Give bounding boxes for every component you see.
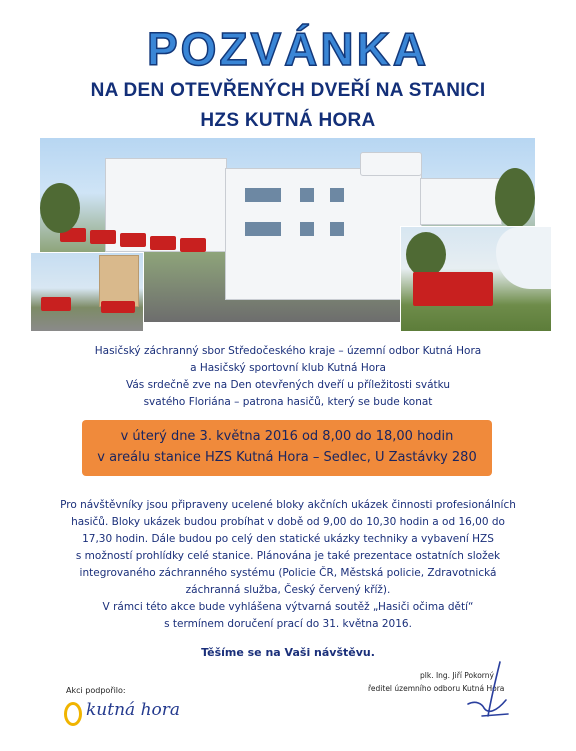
tree — [495, 168, 535, 228]
fire-truck — [120, 233, 146, 247]
window — [300, 222, 314, 236]
signature-icon — [462, 660, 512, 720]
invitation-line: a Hasičský sportovní klub Kutná Hora — [190, 362, 386, 374]
ladder-truck-photo — [30, 252, 144, 332]
signatory-name: plk. Ing. Jiří Pokorný — [420, 671, 494, 680]
tree — [40, 183, 80, 233]
fire-truck — [90, 230, 116, 244]
window — [330, 222, 344, 236]
logo-text: kutná hora — [86, 700, 181, 720]
event-date: v úterý dne 3. května 2016 od 8,00 do 18,00 hodin — [120, 429, 454, 444]
fire-truck — [413, 272, 493, 306]
window — [330, 188, 344, 202]
fire-truck — [101, 301, 135, 313]
program-line: Pro návštěvníky jsou připraveny ucelené bloky akčních ukázek činnosti profesionálních — [60, 499, 516, 511]
invitation-line: Vás srdečně zve na Den otevřených dveří u příležitosti svátku — [125, 379, 451, 391]
signatory-role: ředitel územního odboru Kutná Hora — [368, 684, 505, 693]
program-line: integrovaného záchranného systému (Policie ČR, Městská policie, Zdravotnická — [79, 567, 497, 579]
poster-subtitle-line2: HZS KUTNÁ HORA — [200, 110, 376, 131]
program-text — [30, 497, 546, 633]
invitation-line: Hasičský záchranný sbor Středočeského kraje – územní odbor Kutná Hora — [94, 345, 482, 357]
water-cannon-photo — [400, 226, 552, 332]
event-info-box — [82, 420, 492, 476]
water-spray — [496, 227, 552, 289]
window — [245, 222, 281, 236]
training-tower — [99, 255, 139, 307]
event-place: v areálu stanice HZS Kutná Hora – Sedlec, U Zastávky 280 — [97, 450, 477, 465]
welcome-message: Těšíme se na Vaši návštěvu. — [201, 646, 375, 659]
kutna-hora-logo — [64, 699, 184, 725]
tree — [406, 232, 446, 277]
fire-truck — [150, 236, 176, 250]
window — [245, 188, 281, 202]
program-line: s termínem doručení prací do 31. května 2016. — [164, 618, 412, 630]
fire-truck — [180, 238, 206, 252]
fire-truck — [41, 297, 71, 311]
station-tower — [360, 152, 422, 176]
invitation-line: svatého Floriána – patrona hasičů, který se bude konat — [143, 396, 433, 408]
station-building-right — [420, 178, 502, 225]
invitation-text — [0, 343, 576, 411]
window — [300, 188, 314, 202]
poster-title: POZVÁNKA — [146, 23, 430, 75]
logo-ring-icon — [64, 702, 82, 726]
program-line: s možností prohlídky celé stanice. Plánována je také prezentace ostatních složek — [75, 550, 501, 562]
program-line: hasičů. Bloky ukázek budou probíhat v době od 9,00 do 10,30 hodin a od 16,00 do — [71, 516, 505, 528]
program-line: V rámci této akce bude vyhlášena výtvarná soutěž „Hasiči očima dětí“ — [102, 601, 474, 613]
program-line: záchranná služba, Český červený kříž). — [185, 584, 391, 596]
poster-subtitle-line1: NA DEN OTEVŘENÝCH DVEŘÍ NA STANICI — [90, 80, 486, 101]
program-line: 17,30 hodin. Dále budou po celý den statické ukázky techniky a vybavení HZS — [82, 533, 494, 545]
supported-by-label: Akci podpořilo: — [66, 686, 126, 695]
